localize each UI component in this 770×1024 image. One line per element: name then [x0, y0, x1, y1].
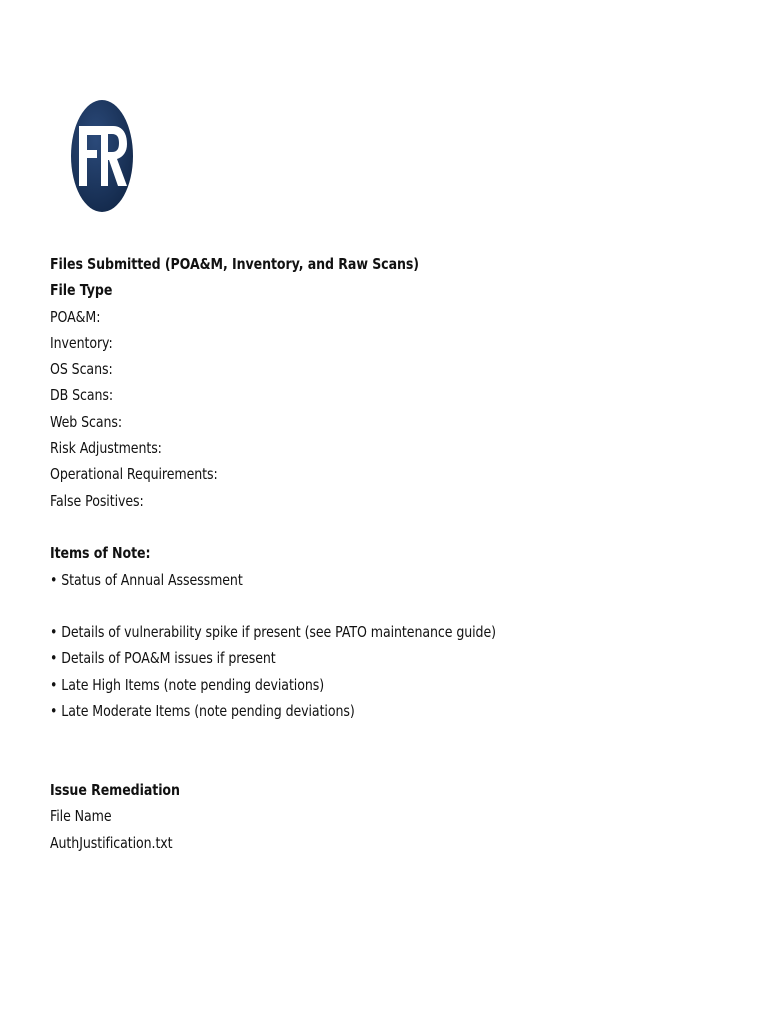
- file-type-item: False Positives:: [50, 491, 144, 510]
- section-spacer: [50, 593, 730, 619]
- note-bullet: • Late Moderate Items (note pending deviations): [50, 702, 355, 721]
- note-bullet: • Late High Items (note pending deviations): [50, 675, 325, 694]
- issue-remediation-title: Issue Remediation: [50, 780, 180, 799]
- file-type-item: DB Scans:: [50, 386, 114, 405]
- file-type-item: Risk Adjustments:: [50, 439, 162, 458]
- document-body: [50, 251, 730, 856]
- file-type-item: Web Scans:: [50, 412, 123, 431]
- items-of-note-title: Items of Note:: [50, 544, 151, 563]
- note-bullet: • Details of vulnerability spike if present (see PATO maintenance guide): [50, 623, 496, 642]
- note-bullet: • Status of Annual Assessment: [50, 570, 243, 589]
- file-type-item: POA&M:: [50, 307, 101, 326]
- file-type-header: File Type: [50, 281, 113, 300]
- note-bullet: • Details of POA&M issues if present: [50, 649, 276, 668]
- file-type-item: Operational Requirements:: [50, 465, 218, 484]
- section-spacer: [50, 514, 730, 540]
- file-name-header: File Name: [50, 807, 112, 826]
- file-name-value: AuthJustification.txt: [50, 833, 173, 852]
- section-spacer: [50, 724, 730, 777]
- fedramp-logo-icon: [71, 100, 135, 212]
- file-type-item: Inventory:: [50, 333, 113, 352]
- files-submitted-title: Files Submitted (POA&M, Inventory, and Raw Scans): [50, 255, 419, 273]
- file-type-item: OS Scans:: [50, 360, 113, 379]
